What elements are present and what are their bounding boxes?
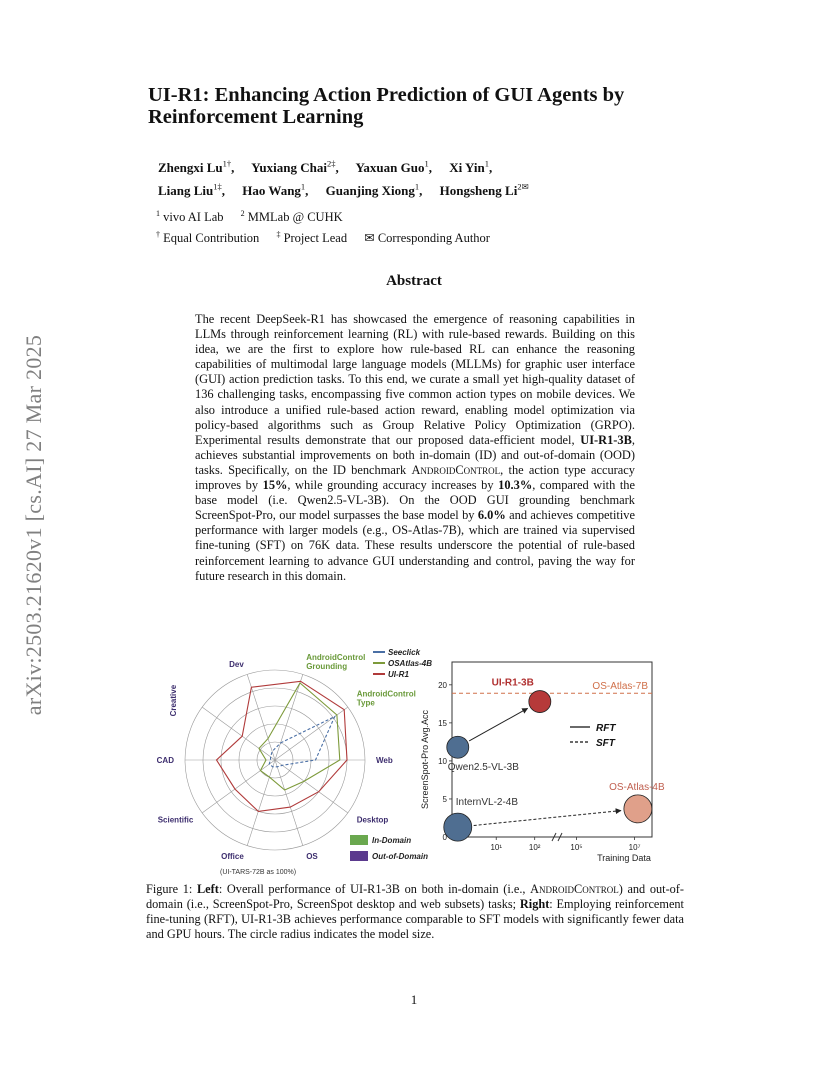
scatter-legend-label: SFT <box>596 738 615 749</box>
domain-legend-label: In-Domain <box>372 836 412 845</box>
author: Hao Wang$^1$, <box>242 181 309 198</box>
arxiv-identifier: arXiv:2503.21620v1 [cs.AI] 27 Mar 2025 <box>21 334 46 716</box>
corresponding-author-note: ✉ Corresponding Author <box>364 231 490 246</box>
radar-axis-label: OS <box>306 852 318 862</box>
equal-contribution-note: † Equal Contribution <box>156 230 260 246</box>
x-tick-label: 10¹ <box>490 843 503 852</box>
legend-label: Seeclick <box>388 648 421 657</box>
project-lead-note: ‡ Project Lead <box>276 230 348 246</box>
author: Xi Yin$^1$, <box>449 159 493 176</box>
page-number: 1 <box>410 992 418 1007</box>
reference-line-label: OS-Atlas-7B <box>592 681 648 693</box>
author: Guanjing Xiong$^1$, <box>325 181 423 198</box>
author: Hongsheng $Li^{2✉}$ <box>439 181 529 198</box>
scatter-point-label: Qwen2.5-VL-3B <box>447 762 519 774</box>
paper-title <box>148 84 708 128</box>
x-tick-label: 10⁵ <box>570 843 583 852</box>
figure-1-charts <box>156 642 672 878</box>
arrow-dashed <box>474 811 621 826</box>
author: Zhengxi $Lu^{1\dagger}$, <box>158 159 235 176</box>
domain-legend-swatch <box>350 851 368 861</box>
scatter-point-label: InternVL-2-4B <box>455 797 519 809</box>
scatter-point <box>447 736 469 758</box>
scatter-legend-label: RFT <box>596 723 616 734</box>
scatter-chart <box>420 662 665 863</box>
author: Yaxuan Guo$^1$, <box>355 159 432 176</box>
scatter-point <box>624 795 652 823</box>
affiliation-1: $^1$ vivo AI Lab <box>156 209 224 225</box>
radar-spoke <box>202 707 275 760</box>
title-line-2: Reinforcement Learning <box>148 106 364 128</box>
y-tick-label: 20 <box>438 680 447 690</box>
figure-caption: Figure 1: Left: Overall performance of UI-R1-3B on both in-domain (i.e., AndroidControl) and out-of-domain (i.e., ScreenSpot-Pro, ScreenSpot desktop and web subsets) tasks; Right: Employing reinforcement fine-tuning (RFT), UI-R1-3B achieves performance comparable to SFT models with significantly fewer data and GPU hours. The circle radius indicates the model size. <box>146 882 684 941</box>
radar-normalization-note: (UI-TARS-72B as 100%) <box>220 869 297 876</box>
radar-spoke <box>275 760 348 813</box>
author-list <box>158 155 718 200</box>
scatter-point-label: OS-Atlas-4B <box>609 781 665 793</box>
radar-axis-label: Desktop <box>356 815 389 825</box>
domain-legend-label: Out-of-Domain <box>372 852 428 861</box>
radar-axis-label: Office <box>221 852 244 862</box>
legend-label: UI-R1 <box>388 670 409 679</box>
x-tick-label: 10² <box>528 843 541 852</box>
radar-spoke <box>247 760 275 846</box>
legend-label: OSAtlas-4B <box>388 659 433 668</box>
x-tick-label: 10⁷ <box>628 843 641 852</box>
radar-chart <box>157 648 433 876</box>
y-tick-label: 5 <box>442 794 447 804</box>
scatter-point-label: UI-R1-3B <box>491 677 534 689</box>
abstract-text: The recent DeepSeek-R1 has showcased the emergence of reasoning capabilities in LLMs through reinforcement learning (RL) with rule-based rewards. Building on this idea, we are the first to explore how rule-based RL can enhance the reasoning capabilities of multimodal large language models (MLLMs) for graphic user interface (GUI) action prediction tasks. To this end, we curate a small yet high-quality dataset of 136 challenging tasks, encompassing five common action types on mobile devices. We also introduce a unified rule-based action reward, enabling model optimization via policy-based algorithms such as Group Relative Policy Optimization (GRPO). Experimental results demonstrate that our proposed data-efficient model, UI-R1-3B, achieves substantial improvements on both in-domain (ID) and out-of-domain (OOD) tasks. Specifically, on the ID benchmark AndroidControl, the action type accuracy improves by 15%, while grounding accuracy increases by 10.3%, compared with the base model (i.e. Qwen2.5-VL-3B). On the OOD GUI grounding benchmark ScreenSpot-Pro, our model surpasses the base model by 6.0% and achieves competitive performance with larger models (e.g., OS-Atlas-7B), which are trained via supervised fine-tuning (SFT) on 76K data. These results underscore the potential of rule-based reinforcement learning to advance GUI understanding and control, paving the way for future research in this domain. <box>195 312 636 583</box>
title-line-1: UI-R1: Enhancing Action Prediction of GUI Agents by <box>148 84 625 106</box>
arxiv-sidebar <box>22 290 46 760</box>
affiliation-2: $^2$ MMLab @ CUHK <box>240 209 343 225</box>
y-tick-label: 10 <box>438 756 447 766</box>
y-axis-label: ScreenSpot-Pro Avg.Acc <box>420 710 430 809</box>
radar-axis-label: Creative <box>169 684 178 717</box>
figure-1 <box>156 642 672 878</box>
radar-axis-label: AndroidControl Type <box>356 689 416 708</box>
radar-axis-label: Scientific <box>157 815 194 825</box>
affiliations <box>156 205 716 247</box>
radar-axis-label: Web <box>376 756 393 765</box>
scatter-point <box>529 691 551 713</box>
y-tick-label: 15 <box>438 718 447 728</box>
author: Yuxiang Chai$^{2\ddagger}$, <box>251 159 339 176</box>
abstract-heading: Abstract <box>386 273 442 289</box>
domain-legend-swatch <box>350 835 368 845</box>
radar-axis-label: AndroidControl Grounding <box>306 652 366 671</box>
author: Liang Liu$^{1\ddagger}$, <box>158 181 226 198</box>
radar-spoke <box>202 760 275 813</box>
radar-spoke <box>275 674 303 760</box>
arrow-solid <box>469 708 527 741</box>
y-tick-label: 0 <box>442 833 447 842</box>
scatter-point <box>444 813 472 841</box>
radar-axis-label: Dev <box>229 659 244 669</box>
radar-axis-label: CAD <box>156 756 174 765</box>
x-axis-label: Training Data <box>597 853 651 863</box>
